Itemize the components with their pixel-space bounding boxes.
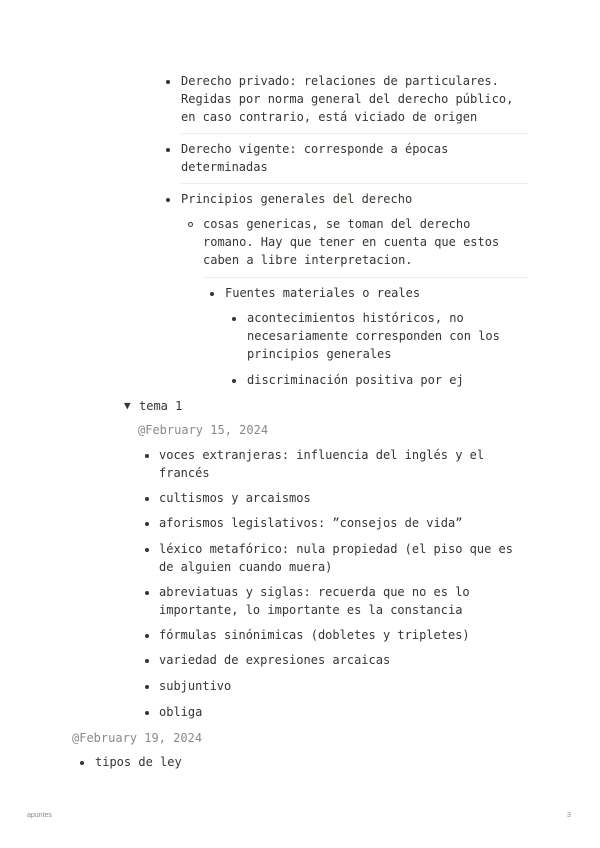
list-item: subjuntivo [159, 679, 232, 693]
bullet-icon [145, 489, 149, 507]
list-item-derecho-vigente: Derecho vigente: corresponde a épocas determinadas [181, 142, 449, 174]
list-item-acontecimientos: acontecimientos históricos, no necesariamente corresponden con los principios generales [247, 311, 500, 361]
toggle-title[interactable]: tema 1 [139, 399, 183, 413]
list-item: cultismos y arcaismos [159, 491, 311, 505]
separator [181, 183, 528, 184]
bullet-icon [80, 753, 84, 771]
date-mention[interactable]: @February 19, 2024 [72, 731, 203, 745]
list-item-derecho-privado: Derecho privado: relaciones de particulares. Regidas por norma general del derecho público, en caso contrario, está viciado de origen [181, 74, 514, 124]
list-item-tipos-de-ley: tipos de ley [95, 755, 182, 769]
bullet-icon [145, 540, 149, 558]
list-item-cosas-genericas: cosas genericas, se toman del derecho romano. Hay que tener en cuenta que estos caben a libre interpretacion. [203, 217, 500, 267]
list-item-discriminacion: discriminación positiva por ej [247, 373, 464, 387]
toggle-arrow-icon[interactable]: ▼ [124, 399, 131, 412]
bullet-icon [145, 651, 149, 669]
bullet-icon [210, 284, 214, 302]
bullet-icon [145, 703, 149, 721]
list-item-fuentes: Fuentes materiales o reales [225, 286, 421, 300]
bullet-icon [145, 446, 149, 464]
date-mention[interactable]: @February 15, 2024 [138, 423, 269, 437]
list-item: voces extranjeras: influencia del inglés y el francés [159, 448, 485, 480]
list-item: obliga [159, 705, 203, 719]
bullet-icon [232, 309, 236, 327]
bullet-icon [145, 514, 149, 532]
bullet-icon [145, 677, 149, 695]
footer-title: apuntes [27, 812, 52, 819]
page-number: 3 [567, 812, 571, 819]
list-item: variedad de expresiones arcaicas [159, 653, 391, 667]
bullet-icon [166, 140, 170, 158]
list-item: abreviatuas y siglas: recuerda que no es lo importante, lo importante es la constancia [159, 585, 470, 617]
separator [203, 277, 528, 278]
list-item: léxico metafórico: nula propiedad (el piso que es de alguien cuando muera) [159, 542, 514, 574]
bullet-icon [232, 371, 236, 389]
hollow-bullet-icon [188, 215, 193, 233]
bullet-icon [145, 583, 149, 601]
list-item: fórmulas sinónimicas (dobletes y tripletes) [159, 628, 470, 642]
separator [181, 133, 528, 134]
list-item-principios: Principios generales del derecho [181, 192, 413, 206]
bullet-icon [166, 72, 170, 90]
list-item: aforismos legislativos: ”consejos de vida” [159, 516, 463, 530]
bullet-icon [166, 190, 170, 208]
bullet-icon [145, 626, 149, 644]
